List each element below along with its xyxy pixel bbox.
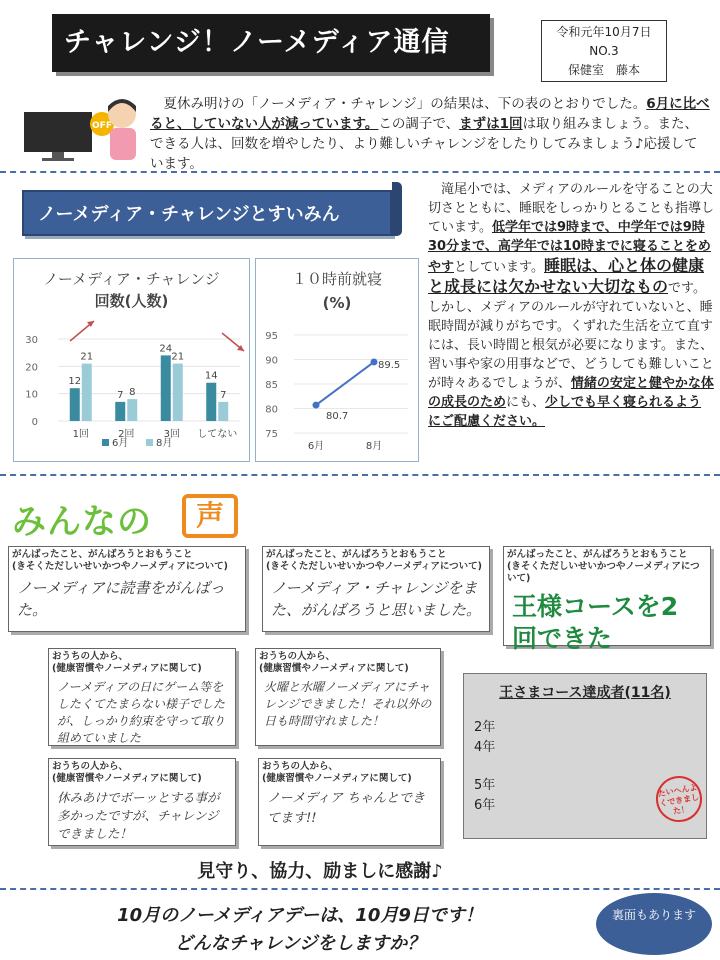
data-point [371, 358, 378, 365]
y-tick-label: 10 [25, 389, 38, 401]
intro-text: 夏休み明けの「ノーメディア・チャレンジ」の結果は、下の表のとおりでした。 [163, 96, 647, 112]
y-tick-label: 75 [265, 429, 278, 440]
y-tick-label: 95 [265, 331, 278, 342]
y-tick-label: 30 [25, 335, 38, 346]
issue-author: 保健室 藤本 [567, 63, 640, 77]
x-tick-label: 3回 [163, 429, 180, 440]
guidance-bedtimes: 低学年では9時まで、中学年では9時30分まで、高学年では10時までに寝ることをめやす [428, 220, 711, 275]
grade-2: 2年 [474, 720, 496, 735]
footer-line-2: どんなチャレンジをしますか？ [174, 933, 426, 954]
child-voice-card-1 [8, 546, 246, 632]
voices-title: みんなの [12, 502, 152, 542]
data-label: 7 [220, 389, 227, 401]
chart2-title: １０時前就寝 [291, 270, 382, 288]
sleep-guidance-text [428, 180, 714, 431]
card-heading: がんばったこと、がんばろうとおもうこと (きそくただしいせいかつやノーメディアについて) [266, 549, 482, 572]
parent-comment: ノーメディアの日にゲーム等をしたくてたまらない様子でしたが、しっかり約束を守って取り組めていました [57, 680, 226, 745]
child-voice-card-3 [503, 546, 711, 653]
data-label: 8 [129, 387, 136, 399]
data-label: 89.5 [378, 359, 401, 371]
parent-voice-card-3 [48, 758, 236, 846]
well-done-stamp-icon: たいへんよくできました！ [652, 772, 705, 825]
bar [206, 383, 216, 421]
card-heading: おうちの人から、 (健康習慣やノーメディアに関して) [262, 761, 412, 784]
x-tick-label: 2回 [118, 429, 135, 440]
child-comment: 王様コースを2回できた [512, 592, 679, 653]
bar [115, 402, 125, 421]
issue-number: NO.3 [589, 44, 619, 58]
card-heading: がんばったこと、がんばろうとおもうこと (きそくただしいせいかつやノーメディアについて) [12, 549, 228, 572]
king-course-title: 王さまコース達成者(11名) [499, 685, 671, 701]
child-voice-card-2 [262, 546, 490, 632]
guidance-text-f: です。しかし、メディアのルールが守れていないと、睡眠時間が減りがちです。くずれた生活を立て直すには、長い時間と根気が必要になります。また、習い事や家の用事などで、どうしても難しいことが時々あるでしょうが、 [428, 281, 714, 391]
card-heading: おうちの人から、 (健康習慣やノーメディアに関して) [52, 761, 202, 784]
intro-highlight-2: まずは1回 [459, 116, 523, 132]
ribbon-curl [392, 182, 402, 236]
thanks-message: 見守り、協力、励ましに感謝♪ [197, 861, 443, 882]
legend-label: 6月 [112, 438, 129, 449]
tv-icon [24, 112, 92, 152]
divider-top [0, 171, 720, 173]
bar [173, 364, 183, 421]
bar [161, 355, 171, 421]
intro-text-2: この調子で、 [378, 116, 460, 132]
grade-4: 4年 [474, 740, 496, 755]
child-comment: ノーメディアに読書をがんばった。 [17, 579, 225, 619]
challenge-count-chart [13, 258, 250, 462]
data-label: 80.7 [326, 411, 349, 423]
parent-voice-card-2 [255, 648, 441, 746]
grade-5: 5年 [474, 778, 496, 793]
x-tick-label: 8月 [365, 441, 383, 452]
intro-highlight: 6月に比べると、していない人が減っています。 [150, 96, 710, 132]
child-comment: ノーメディア・チャレンジをまた、がんばろうと思いました。 [271, 579, 482, 619]
off-label: OFF [92, 121, 112, 131]
guidance-emotion: 情緒の安定と健やかな体の成長のため [428, 376, 714, 410]
bedtime-chart [255, 258, 419, 462]
bar [127, 399, 137, 421]
grade-6: 6年 [474, 798, 496, 813]
footer-line-1: 10月のノーメディアデーは、10月9日です！ [117, 905, 483, 926]
legend-swatch [102, 439, 109, 446]
parent-voice-card-4 [258, 758, 441, 846]
chart1-plot [14, 259, 251, 463]
back-side-note: 裏面もあります [596, 893, 712, 955]
data-label: 7 [117, 389, 124, 401]
data-label: 12 [68, 376, 82, 388]
chart1-title: ノーメディア・チャレンジ [43, 270, 220, 288]
king-course-box [463, 673, 707, 839]
newsletter-title: チャレンジ！ノーメディア通信 [52, 14, 490, 72]
y-tick-label: 0 [31, 417, 38, 428]
guidance-text-d: 睡眠は、心と体の [543, 256, 672, 275]
parent-voice-card-1 [48, 648, 236, 746]
intro-text-3: は取り組みましょう。また、できる人は、回数を増やしたり、より難しいチャレンジをしたりしてみましょう♪応援しています。 [150, 116, 699, 172]
chart2-subtitle: (%) [322, 294, 352, 312]
x-tick-label: 1回 [72, 429, 89, 440]
y-tick-label: 85 [265, 380, 278, 391]
intro-paragraph [150, 94, 710, 174]
data-label: 21 [80, 351, 94, 363]
section-title: ノーメディア・チャレンジとすいみん [22, 190, 392, 236]
card-heading: おうちの人から、 (健康習慣やノーメディアに関して) [52, 651, 202, 674]
chart2-plot [256, 259, 420, 463]
guidance-text-h: にも、 [506, 395, 546, 410]
y-tick-label: 90 [265, 355, 278, 367]
footer-message [0, 902, 600, 958]
parent-comment: 休みあけでボーッとする事が多かったですが、チャレンジできました！ [57, 790, 220, 841]
guidance-text-c: としています。 [454, 260, 544, 275]
data-label: 14 [204, 370, 218, 382]
issue-date: 令和元年10月7日 [556, 25, 652, 39]
bar [218, 402, 228, 421]
legend-label: 8月 [156, 438, 173, 449]
guidance-text-a: 滝尾小では、メディアのルールを守ることの大切さとともに、睡眠をしっかりとることも指導しています。 [428, 182, 715, 235]
guidance-request: 少しでも早く寝られるようにご配慮ください。 [428, 395, 702, 429]
chart1-subtitle: 回数(人数) [94, 292, 169, 310]
guidance-health: 健康と成長には欠かせない大切なもの [428, 256, 705, 296]
card-heading: おうちの人から、 (健康習慣やノーメディアに関して) [259, 651, 409, 674]
divider-middle [0, 474, 720, 476]
y-tick-label: 20 [25, 362, 38, 374]
x-tick-label: 6月 [307, 441, 325, 452]
voice-bubble-icon: 声 [182, 494, 238, 538]
issue-info [541, 20, 667, 82]
parent-comment: ノーメディア ちゃんとできてます!! [267, 791, 426, 826]
y-tick-label: 80 [265, 404, 278, 416]
data-point [313, 402, 320, 409]
legend-swatch [146, 439, 153, 446]
bar [82, 364, 92, 421]
tv-off-illustration [22, 92, 142, 167]
parent-comment: 火曜と水曜ノーメディアにチャレンジできました！それ以外の日も時間守れました！ [264, 680, 432, 728]
card-heading: がんばったこと、がんばろうとおもうこと (きそくただしいせいかつやノーメディアについて) [507, 549, 700, 584]
x-tick-label: してない [197, 429, 238, 440]
bar [70, 388, 80, 421]
divider-bottom [0, 888, 720, 890]
data-label: 24 [159, 343, 173, 355]
data-label: 21 [171, 351, 185, 363]
